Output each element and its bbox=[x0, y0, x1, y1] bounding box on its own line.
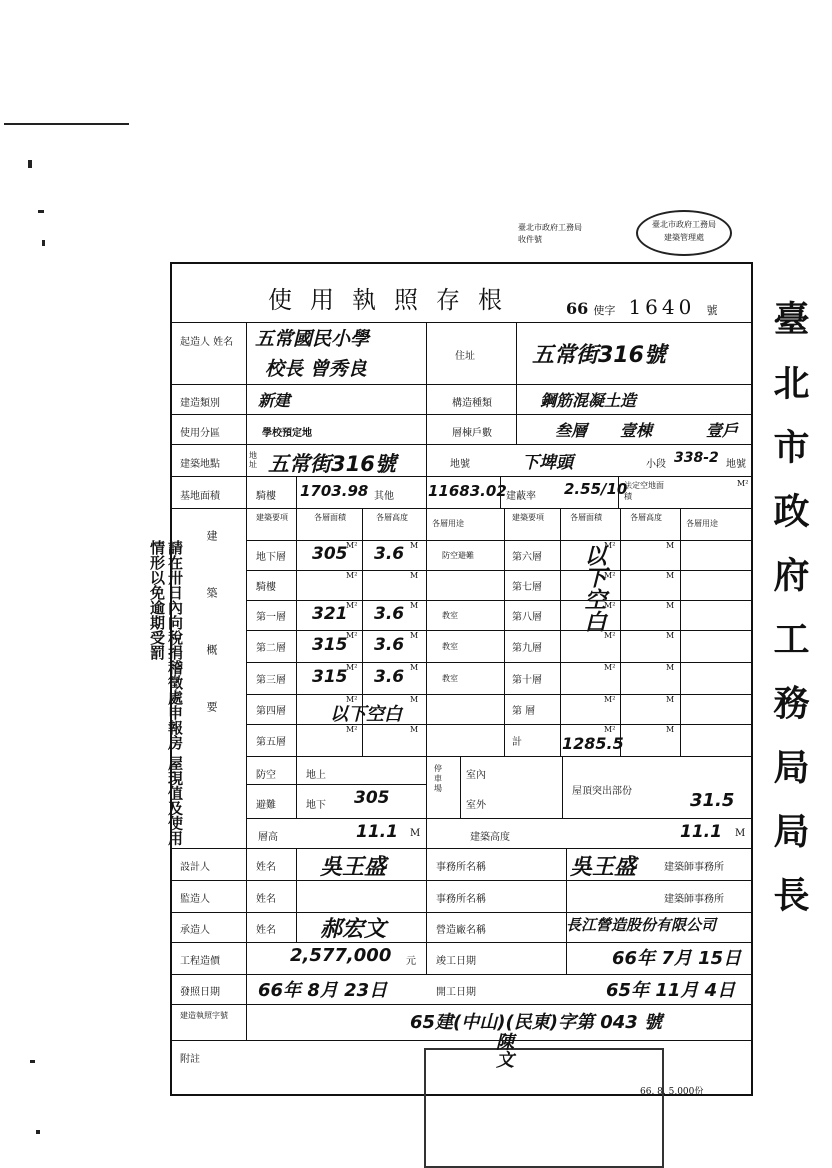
scan-mark bbox=[28, 160, 32, 168]
header-use: 各層用途 bbox=[432, 519, 464, 528]
floor-area: 305 bbox=[312, 544, 348, 564]
left-blank-note: 以下空白 bbox=[330, 704, 402, 725]
site-unit: M² bbox=[737, 479, 749, 488]
area-unit: M² bbox=[346, 541, 358, 550]
address-label: 住址 bbox=[455, 351, 475, 362]
area-unit: M² bbox=[346, 725, 358, 734]
supervisor-role: 監造人 bbox=[180, 894, 210, 905]
area-unit: M² bbox=[346, 631, 358, 640]
designer-name-label: 姓名 bbox=[256, 862, 276, 873]
area-unit: M² bbox=[346, 571, 358, 580]
scan-mark bbox=[4, 123, 129, 125]
height-unit-right: M bbox=[666, 663, 675, 672]
start-label: 開工日期 bbox=[436, 987, 476, 998]
structure-label: 構造種類 bbox=[452, 398, 492, 409]
height-unit: M bbox=[410, 725, 419, 734]
floors-count: 叁層 bbox=[555, 421, 588, 440]
header-use-r: 各層用途 bbox=[686, 519, 718, 528]
addr-word: 地址 bbox=[249, 451, 257, 469]
floor-name-right: 第十層 bbox=[512, 675, 542, 686]
area-unit: M² bbox=[346, 601, 358, 610]
height-unit: M bbox=[410, 631, 419, 640]
margin-note-col2: 屋現值及使用情形以免逾期受罰 bbox=[148, 540, 184, 846]
bottom-stamp-1: 陳文 bbox=[493, 1032, 514, 1068]
permit-type: 使字 bbox=[593, 304, 616, 317]
shelter-label-1: 防空 bbox=[256, 770, 276, 781]
floor-height: 3.6 bbox=[374, 667, 405, 687]
scan-mark bbox=[30, 1060, 35, 1063]
right-blank-note: 以下空白 bbox=[581, 544, 606, 632]
designer-name: 吳王盛 bbox=[320, 855, 387, 880]
height-unit: M bbox=[410, 695, 419, 704]
contractor-firm: 長江營造股份有限公司 bbox=[566, 916, 717, 934]
bottom-stamp-box bbox=[424, 1048, 664, 1168]
shelter-below-label: 地下 bbox=[306, 800, 326, 811]
building-height-value: 11.1 bbox=[680, 822, 722, 842]
roof-value: 31.5 bbox=[690, 790, 735, 811]
header-height: 各層高度 bbox=[376, 513, 408, 522]
site-area-label: 基地面積 bbox=[180, 491, 220, 502]
height-unit: M bbox=[410, 541, 419, 550]
seal-line: 建築管理處 bbox=[664, 233, 704, 242]
area-unit-right: M² bbox=[604, 695, 616, 704]
right-vertical-text: 臺北市政府工務局局長 bbox=[768, 300, 810, 940]
permit-suffix: 號 bbox=[706, 304, 718, 317]
area-unit-right: M² bbox=[604, 725, 616, 734]
total-area: 1285.5 bbox=[562, 734, 624, 753]
issue-label: 發照日期 bbox=[180, 987, 220, 998]
contractor-firm-label: 營造廠名稱 bbox=[436, 925, 486, 936]
arcade-label: 騎樓 bbox=[256, 491, 276, 502]
floor-name-right: 第八層 bbox=[512, 612, 542, 623]
supervisor-suffix: 建築師事務所 bbox=[664, 894, 724, 905]
cost-unit: 元 bbox=[406, 956, 416, 967]
floor-name-right: 第 層 bbox=[512, 706, 536, 717]
permit-prefix: 66 bbox=[566, 299, 589, 318]
construction-section-label: 建築概要 bbox=[205, 530, 218, 758]
floor-name: 第五層 bbox=[256, 737, 286, 748]
header-stamp bbox=[518, 222, 582, 246]
stamp-line: 收件號 bbox=[518, 235, 542, 244]
designer-suffix: 建築師事務所 bbox=[664, 862, 724, 873]
owner-label: 起造人 姓名 bbox=[180, 337, 234, 348]
area-unit: M² bbox=[346, 695, 358, 704]
floors-label: 層棟戶數 bbox=[452, 428, 492, 439]
supervisor-office-label: 事務所名稱 bbox=[436, 894, 486, 905]
floor-name-right: 計 bbox=[512, 737, 522, 748]
shelter-above-label: 地上 bbox=[306, 770, 326, 781]
lot-label: 地號 bbox=[450, 459, 470, 470]
floor-height: 3.6 bbox=[374, 635, 405, 655]
location-address: 五常街316號 bbox=[268, 452, 396, 476]
area-unit-right: M² bbox=[604, 541, 616, 550]
scan-mark bbox=[38, 210, 44, 213]
permit-no: 1640 bbox=[628, 295, 696, 319]
lot-value: 下埤頭 bbox=[522, 453, 573, 473]
contractor-role: 承造人 bbox=[180, 925, 210, 936]
floor-area: 315 bbox=[312, 635, 348, 655]
start-date: 65年 11月 4日 bbox=[606, 980, 736, 1001]
floor-height: 3.6 bbox=[374, 604, 405, 624]
floor-use: 教室 bbox=[442, 611, 458, 620]
designer-office-label: 事務所名稱 bbox=[436, 862, 486, 873]
height-unit-right: M bbox=[666, 725, 675, 734]
build-permit-label: 建造執照字號 bbox=[180, 1011, 228, 1020]
section-label: 小段 bbox=[646, 459, 666, 470]
designer-office: 吳王盛 bbox=[570, 855, 637, 880]
floor-name: 地下層 bbox=[256, 552, 286, 563]
shelter-below-value: 305 bbox=[354, 788, 390, 808]
header-seal bbox=[636, 210, 732, 256]
height-unit-right: M bbox=[666, 695, 675, 704]
area-unit-right: M² bbox=[604, 663, 616, 672]
header-item: 建築要項 bbox=[256, 513, 288, 522]
completion-label: 竣工日期 bbox=[436, 956, 476, 967]
usage-value: 學校預定地 bbox=[262, 428, 312, 439]
height-unit-right: M bbox=[666, 631, 675, 640]
height-unit-right: M bbox=[666, 571, 675, 580]
header-height-r: 各層高度 bbox=[630, 513, 662, 522]
height-unit-right: M bbox=[666, 601, 675, 610]
legal-label: 法定空地面積 bbox=[624, 481, 664, 501]
location-label: 建築地點 bbox=[180, 459, 220, 470]
floor-name: 第一層 bbox=[256, 612, 286, 623]
page-title: 使用執照存根 bbox=[268, 286, 520, 314]
cost-label: 工程造價 bbox=[180, 956, 220, 967]
scan-mark bbox=[42, 240, 45, 246]
remarks-label: 附註 bbox=[180, 1054, 200, 1065]
structure-value: 鋼筋混凝土造 bbox=[540, 391, 637, 410]
floor-height-value: 11.1 bbox=[356, 822, 398, 842]
floor-height-unit: M bbox=[410, 828, 421, 839]
floor-height-label: 層高 bbox=[258, 832, 278, 843]
designer-role: 設計人 bbox=[180, 862, 210, 873]
owner-name-1: 五常國民小學 bbox=[255, 328, 370, 350]
shelter-label-2: 避難 bbox=[256, 800, 276, 811]
header-area: 各層面積 bbox=[314, 513, 346, 522]
floor-use: 防空避難 bbox=[442, 551, 474, 560]
owner-name-2: 校長 曾秀良 bbox=[265, 358, 367, 380]
margin-note-col1: 請在卅日內向稅捐稽徵處申報房 bbox=[166, 540, 184, 750]
area-unit: M² bbox=[346, 663, 358, 672]
height-unit-right: M bbox=[666, 541, 675, 550]
building-height-unit: M bbox=[735, 828, 746, 839]
floor-use: 教室 bbox=[442, 642, 458, 651]
header-item-r: 建築要項 bbox=[512, 513, 544, 522]
height-unit: M bbox=[410, 663, 419, 672]
other-value: 11683.02 bbox=[428, 482, 507, 500]
completion-date: 66年 7月 15日 bbox=[612, 948, 742, 969]
building-height-label: 建築高度 bbox=[470, 832, 510, 843]
floor-use: 教室 bbox=[442, 674, 458, 683]
area-unit-right: M² bbox=[604, 601, 616, 610]
floor-name: 第二層 bbox=[256, 643, 286, 654]
area-unit-right: M² bbox=[604, 631, 616, 640]
height-unit: M bbox=[410, 571, 419, 580]
issue-date: 66年 8月 23日 bbox=[258, 980, 388, 1001]
floor-name-right: 第六層 bbox=[512, 552, 542, 563]
floor-name-right: 第七層 bbox=[512, 582, 542, 593]
floor-area: 321 bbox=[312, 604, 348, 624]
arcade-value: 1703.98 bbox=[300, 482, 369, 500]
building-type-label: 建造類別 bbox=[180, 398, 220, 409]
lot-suffix: 地號 bbox=[726, 459, 746, 470]
coverage-value: 2.55/10 bbox=[564, 480, 628, 498]
floor-name: 第四層 bbox=[256, 706, 286, 717]
print-info: 66. 8. 5,000份 bbox=[640, 1087, 704, 1097]
parking-label: 停車場 bbox=[434, 764, 442, 793]
contractor-name-label: 姓名 bbox=[256, 925, 276, 936]
floor-height: 3.6 bbox=[374, 544, 405, 564]
floor-name: 騎樓 bbox=[256, 582, 276, 593]
parking-outdoor: 室外 bbox=[466, 800, 486, 811]
floor-name-right: 第九層 bbox=[512, 643, 542, 654]
units-count: 壹戶 bbox=[706, 421, 739, 440]
build-permit-value: 65建(中山)(民東)字第 043 號 bbox=[410, 1012, 663, 1033]
floor-area: 315 bbox=[312, 667, 348, 687]
area-unit-right: M² bbox=[604, 571, 616, 580]
contractor-name: 郝宏文 bbox=[320, 917, 387, 942]
cost-value: 2,577,000 bbox=[290, 945, 392, 966]
roof-label: 屋頂突出部份 bbox=[572, 786, 632, 797]
header-area-r: 各層面積 bbox=[570, 513, 602, 522]
parking-indoor: 室內 bbox=[466, 770, 486, 781]
coverage-label: 建蔽率 bbox=[506, 491, 536, 502]
stamp-line: 臺北市政府工務局 bbox=[518, 223, 582, 232]
seal-line: 臺北市政府工務局 bbox=[652, 220, 716, 229]
owner-address: 五常街316號 bbox=[532, 343, 666, 368]
section-no: 338-2 bbox=[674, 450, 719, 466]
scan-mark bbox=[36, 1130, 40, 1134]
buildings-count: 壹棟 bbox=[620, 421, 653, 440]
floor-name: 第三層 bbox=[256, 675, 286, 686]
building-type-value: 新建 bbox=[258, 391, 291, 410]
height-unit: M bbox=[410, 601, 419, 610]
supervisor-name-label: 姓名 bbox=[256, 894, 276, 905]
other-label: 其他 bbox=[374, 491, 394, 502]
usage-label: 使用分區 bbox=[180, 428, 220, 439]
